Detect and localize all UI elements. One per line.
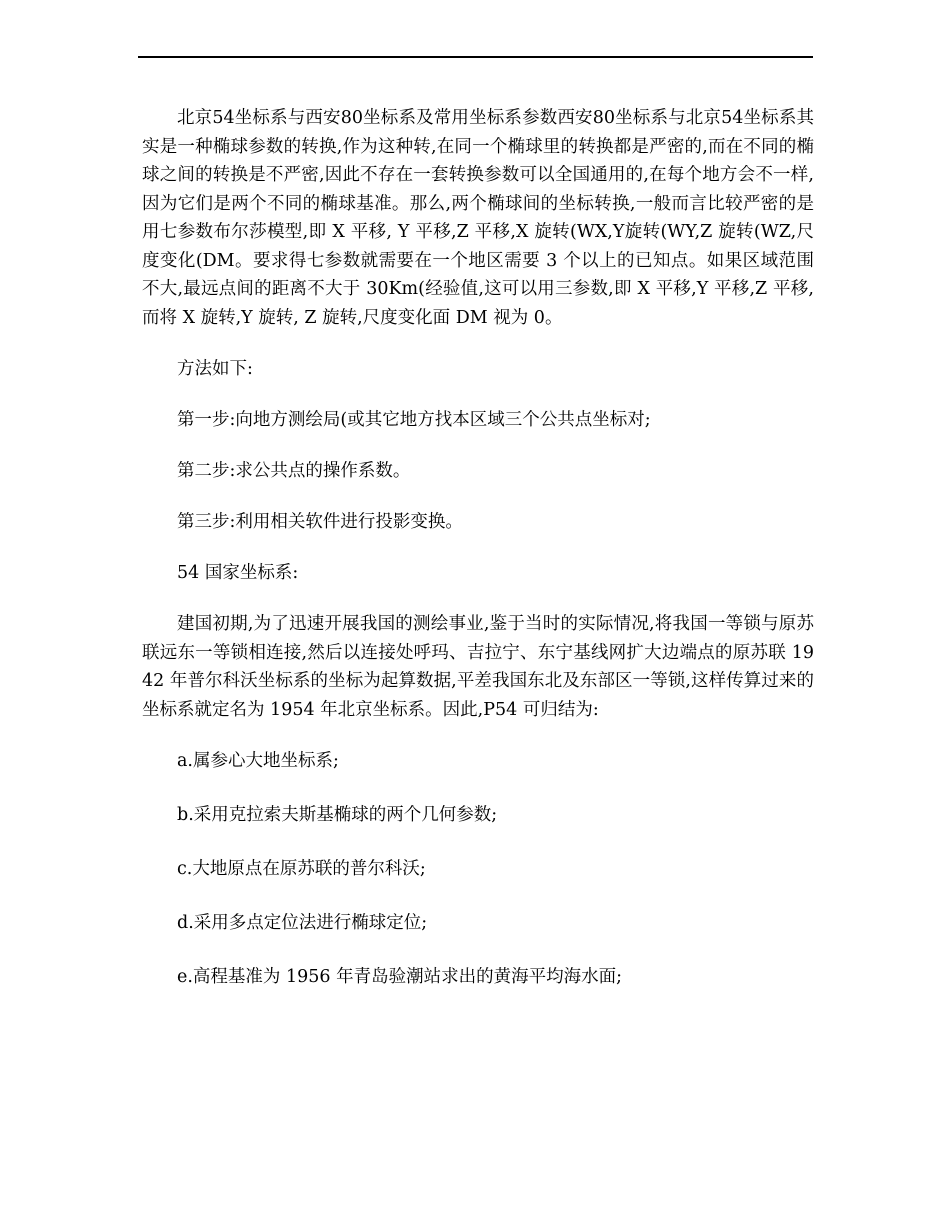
list-item-d: d.采用多点定位法进行椭球定位; <box>177 913 428 933</box>
list-item-e: e.高程基准为 1956 年青岛验潮站求出的黄海平均海水面; <box>177 967 622 987</box>
intro-paragraph: 北京54坐标系与西安80坐标系及常用坐标系参数西安80坐标系与北京54坐标系其实是一种椭球参数的转换,作为这种转,在同一个椭球里的转换都是严密的,而在不同的椭球之间的转换是不严密,因此不存在一套转换参数可以全国通用的,在每个地方会不一样,因为它们是两个不同的椭球基准。那么,两个椭球间的坐标转换,一般而言比较严密的是用七参数布尔莎模型,即 X 平移, Y 平移,Z 平移,X 旋转(WX,Y旋转(WY,Z 旋转(WZ,尺度变化(DM。要求得七参数就需要在一个地区需要 3 个以上的已知点。如果区域范围不大,最远点间的距离不大于 30Km(经验值,这可以用三参数,即 X 平移,Y 平移,Z 平移,而将 X 旋转,Y 旋转, Z 旋转,尺度变化面 DM 视为 0。 <box>142 108 814 328</box>
history-paragraph: 建国初期,为了迅速开展我国的测绘事业,鉴于当时的实际情况,将我国一等锁与原苏联远东一等锁相连接,然后以连接处呼玛、吉拉宁、东宁基线网扩大边端点的原苏联 1942 年普尔科沃坐标系的坐标为起算数据,平差我国东北及东部区一等锁,这样传算过来的坐标系就定名为 1954 年北京坐标系。因此,P54 可归结为: <box>142 614 814 720</box>
step-three: 第三步:利用相关软件进行投影变换。 <box>177 512 463 532</box>
step-one: 第一步:向地方测绘局(或其它地方找本区域三个公共点坐标对; <box>177 410 651 430</box>
list-item-a: a.属参心大地坐标系; <box>177 751 339 771</box>
list-item-c: c.大地原点在原苏联的普尔科沃; <box>177 859 426 879</box>
header-rule <box>138 56 813 58</box>
section-heading: 54 国家坐标系: <box>177 563 299 583</box>
step-two: 第二步:求公共点的操作系数。 <box>177 461 411 481</box>
list-item-b: b.采用克拉索夫斯基椭球的两个几何参数; <box>177 805 498 825</box>
method-heading: 方法如下: <box>177 359 253 379</box>
document-body <box>142 104 814 991</box>
